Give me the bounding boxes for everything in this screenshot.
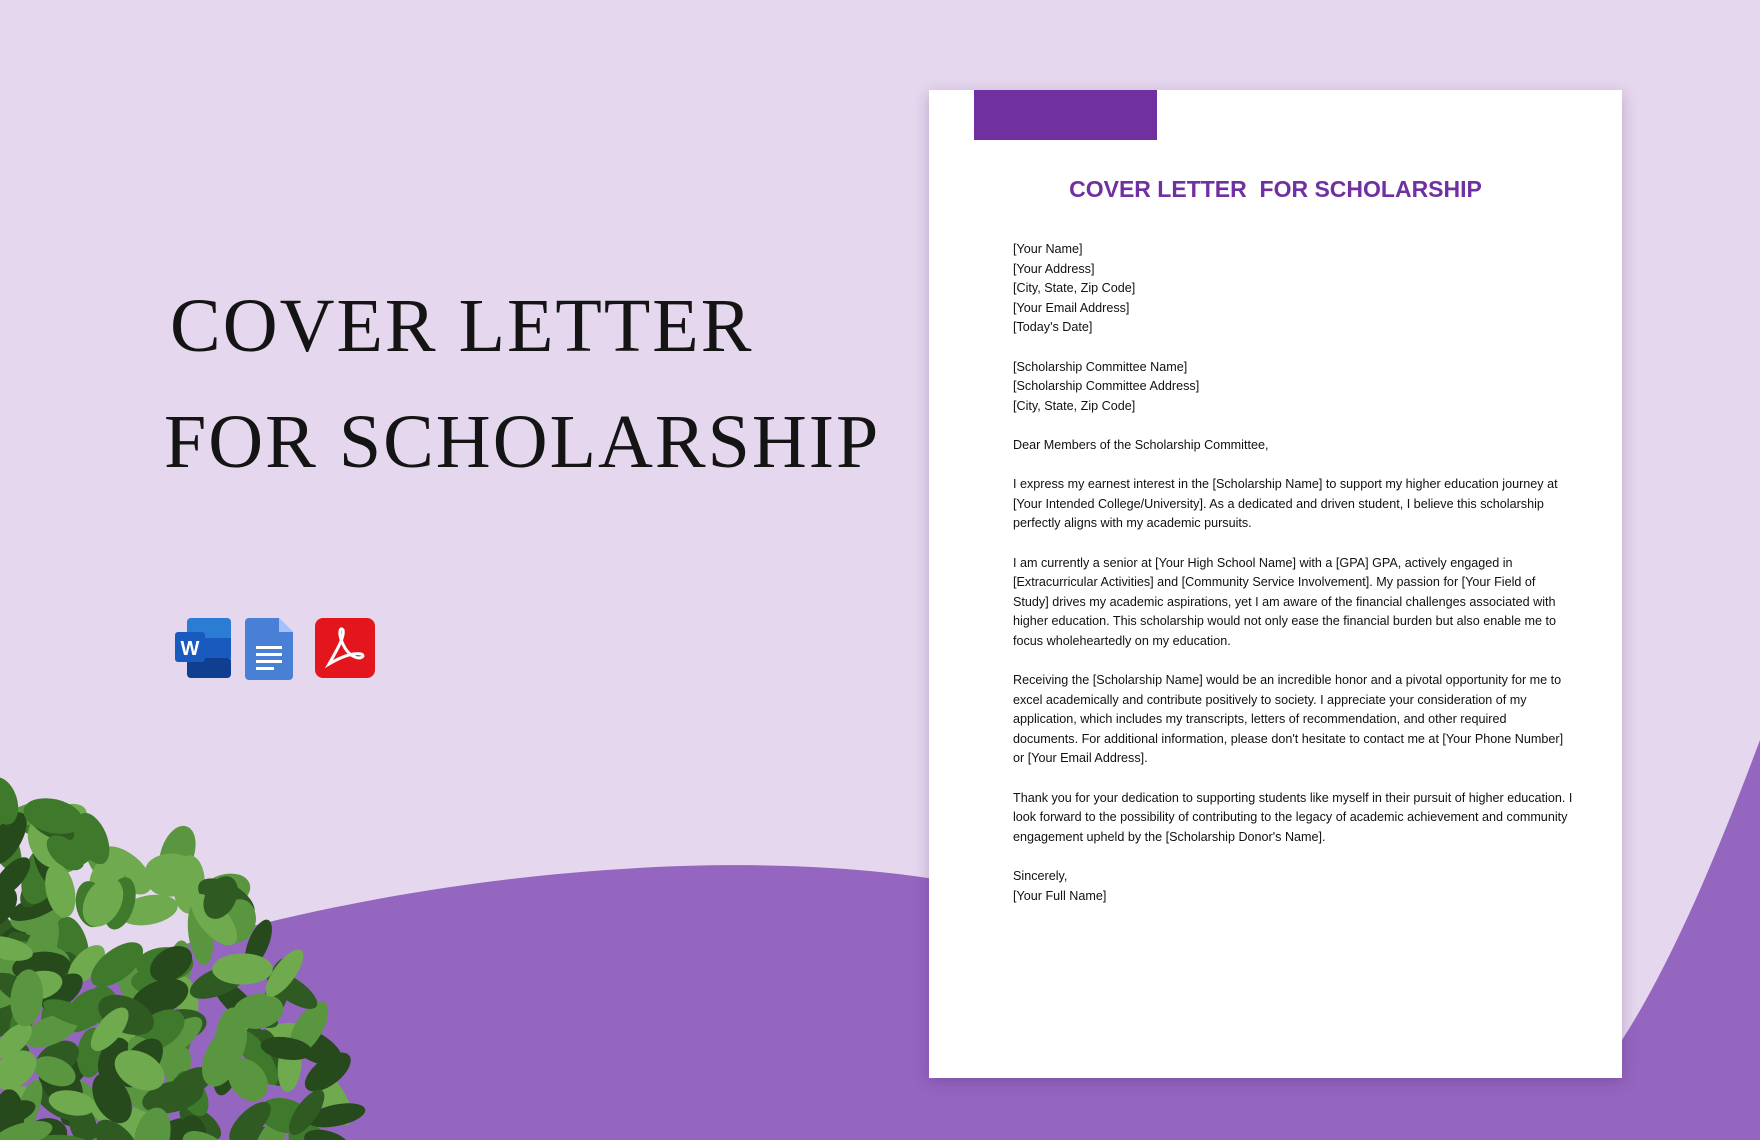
paragraph: I express my earnest interest in the [Scholarship Name] to support my higher education journey at [Your Intended College/University]. As a dedicated and driven student, I believe this scholarship perfectly aligns with my academic pursuits. [1013, 477, 1558, 531]
salutation: Dear Members of the Scholarship Committee, [1013, 437, 1269, 452]
recipient-block [1013, 358, 1573, 417]
letter-page [929, 90, 1622, 1078]
sender-email: [Your Email Address] [1013, 300, 1130, 315]
recipient-address: [Scholarship Committee Address] [1013, 379, 1200, 394]
closing-block [1013, 867, 1573, 906]
format-icons [175, 618, 373, 678]
paragraph: Receiving the [Scholarship Name] would be an incredible honor and a pivotal opportunity for me to excel academically and contribute positively to society. I appreciate your consideration of my application, which includes my transcripts, letters of recommendation, and other required documents. For additional information, please don't hesitate to contact me at [Your Phone Number] or [Your Email Address]. [1013, 673, 1564, 766]
microsoft-word-icon[interactable] [175, 618, 233, 678]
recipient-city: [City, State, Zip Code] [1013, 398, 1136, 413]
signature: [Your Full Name] [1013, 888, 1107, 903]
recipient-name: [Scholarship Committee Name] [1013, 359, 1188, 374]
sender-city: [City, State, Zip Code] [1013, 281, 1136, 296]
paragraph: I am currently a senior at [Your High School Name] with a [GPA] GPA, actively engaged in [Extracurricular Activities] and [Community Service Involvement]. My passion for [Your Field of Study] drives my academic aspirations, yet I am aware of the financial challenges associated with higher education. This scholarship would not only ease the financial burden but also enable me to focus wholeheartedly on my education. [1013, 555, 1557, 648]
letter-title: COVER LETTER FOR SCHOLARSHIP [1069, 176, 1482, 202]
hero-title-line1: COVER LETTER [170, 284, 754, 368]
sender-address: [Your Address] [1013, 261, 1095, 276]
svg-text:W: W [180, 638, 200, 660]
accent-tab [974, 90, 1157, 140]
hero-title [164, 268, 881, 500]
plant-image [0, 770, 380, 1140]
letter-body [1013, 240, 1573, 926]
closing: Sincerely, [1013, 869, 1068, 883]
hero-title-line2: FOR SCHOLARSHIP [164, 400, 881, 484]
paragraph: Thank you for your dedication to supporting students like myself in their pursuit of higher education. I look forward to the possibility of contributing to the legacy of academic achievement and community engagement upheld by the [Scholarship Donor's Name]. [1013, 790, 1573, 844]
letter-date: [Today's Date] [1013, 320, 1093, 335]
plant-leaf [212, 953, 273, 985]
google-docs-icon[interactable] [245, 618, 303, 678]
sender-name: [Your Name] [1013, 242, 1083, 256]
adobe-pdf-icon[interactable] [315, 618, 373, 678]
sender-block [1013, 240, 1573, 338]
